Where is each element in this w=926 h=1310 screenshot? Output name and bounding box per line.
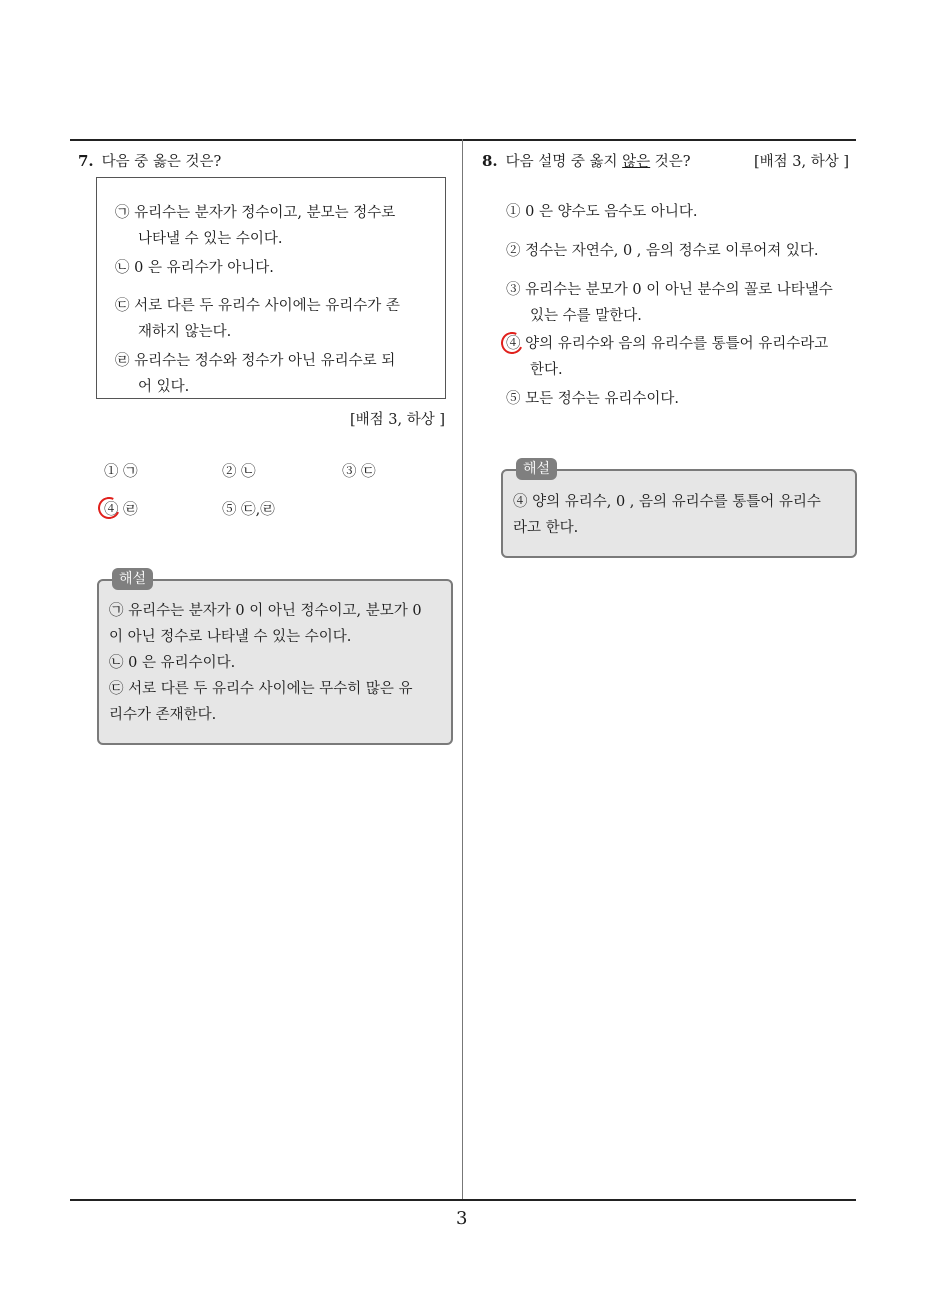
q8-choice-4[interactable]: ④ 양의 유리수와 음의 유리수를 통틀어 유리수라고 [506, 336, 829, 352]
q7-solution-label: 해설 [112, 568, 153, 590]
q8-question-emphasis: 않은 [622, 154, 651, 170]
q7-solution-line: ㉢ 서로 다른 두 유리수 사이에는 무수히 많은 유 [109, 681, 413, 697]
q8-choice-2[interactable]: ② 정수는 자연수, 0 , 음의 정수로 이루어져 있다. [506, 243, 819, 259]
q8-heading [482, 150, 691, 171]
q7-statement-line: ㉡ 0 은 유리수가 아니다. [115, 260, 274, 276]
q8-question-end: 것은? [650, 154, 691, 170]
q7-choice-1[interactable]: ① ㉠ [104, 464, 138, 480]
q7-choice-4[interactable]: ④ ㉣ [104, 502, 138, 518]
q8-choice-3-cont: 있는 수를 말한다. [530, 308, 642, 324]
q7-statement-line: 어 있다. [138, 379, 190, 395]
column-divider [462, 139, 463, 1200]
q8-solution-line: ④ 양의 유리수, 0 , 음의 유리수를 통틀어 유리수 [513, 494, 821, 510]
q8-choice-5[interactable]: ⑤ 모든 정수는 유리수이다. [506, 391, 680, 407]
q7-statement-line: 나타낼 수 있는 수이다. [138, 231, 283, 247]
q7-choice-5[interactable]: ⑤ ㉢,㉣ [222, 502, 275, 518]
q7-statement-line: 재하지 않는다. [138, 324, 232, 340]
q7-solution-line: 리수가 존재한다. [109, 707, 217, 723]
q7-heading [78, 150, 221, 171]
q7-solution-line: ㉡ 0 은 유리수이다. [109, 655, 236, 671]
q7-statement-line: ㉣ 유리수는 정수와 정수가 아닌 유리수로 되 [115, 353, 396, 369]
q7-choice-2[interactable]: ② ㉡ [222, 464, 256, 480]
q8-solution-line: 라고 한다. [513, 520, 579, 536]
q8-number: 8. [482, 152, 498, 170]
q8-score: [배점 3, 하상 ] [754, 154, 850, 170]
footer-rule [70, 1199, 856, 1201]
q7-score: [배점 3, 하상 ] [350, 412, 446, 428]
page-number: 3 [456, 1208, 468, 1229]
q7-statement-line: ㉢ 서로 다른 두 유리수 사이에는 유리수가 존 [115, 298, 400, 314]
q8-choice-3[interactable]: ③ 유리수는 분모가 0 이 아닌 분수의 꼴로 나타낼수 [506, 282, 833, 298]
q8-choice-1[interactable]: ① 0 은 양수도 음수도 아니다. [506, 204, 698, 220]
q7-statement-line: ㉠ 유리수는 분자가 정수이고, 분모는 정수로 [115, 205, 396, 221]
q7-solution-line: 이 아닌 정수로 나타낼 수 있는 수이다. [109, 629, 352, 645]
q8-solution-label: 해설 [516, 458, 557, 480]
q7-question: 다음 중 옳은 것은? [101, 154, 222, 170]
q7-choice-3[interactable]: ③ ㉢ [342, 464, 376, 480]
q7-number: 7. [78, 152, 94, 170]
q8-choice-4-cont: 한다. [530, 362, 563, 378]
header-rule [70, 139, 856, 141]
q8-solution-box [501, 469, 857, 558]
q8-question-start: 다음 설명 중 옳지 [505, 154, 623, 170]
q7-solution-line: ㉠ 유리수는 분자가 0 이 아닌 정수이고, 분모가 0 [109, 603, 422, 619]
